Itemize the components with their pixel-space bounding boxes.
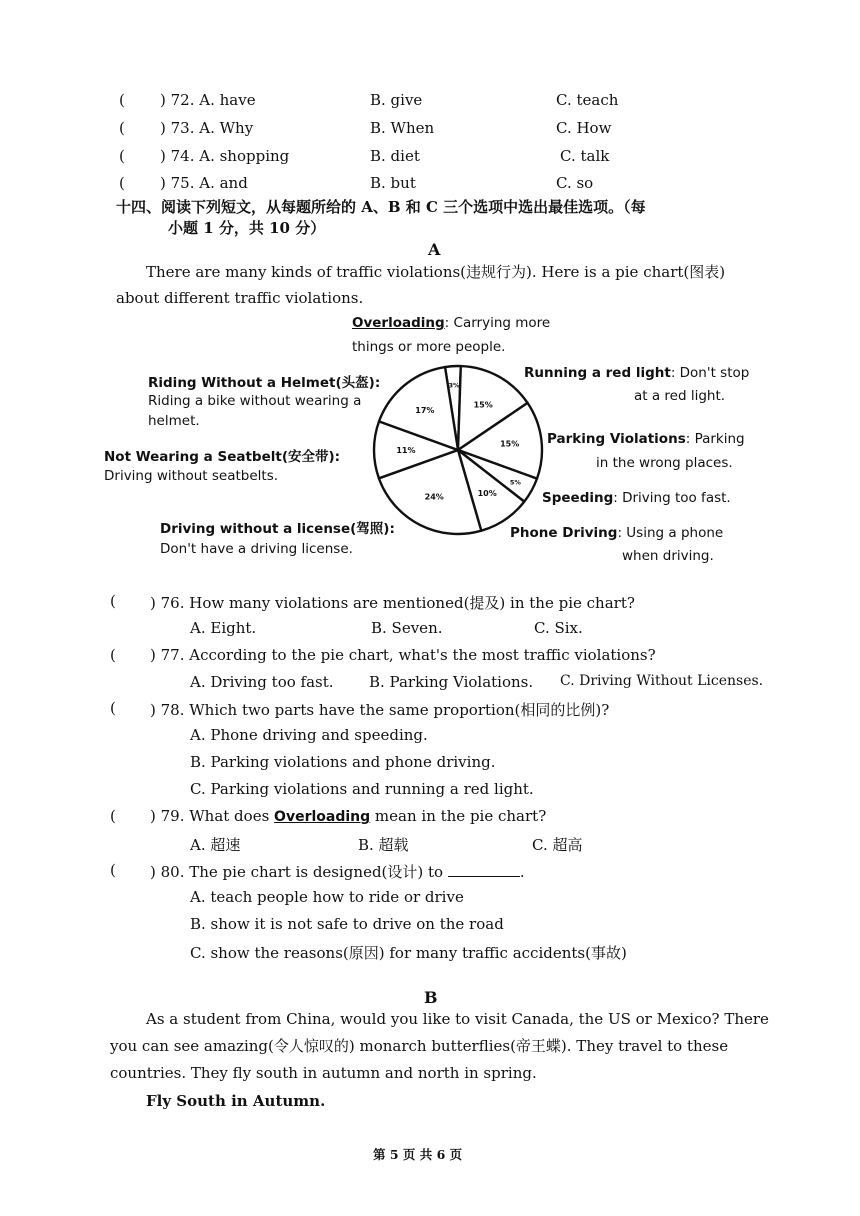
choice-option-b: B. give [370,91,423,109]
choice-option-b: B. diet [370,147,420,165]
passage-b-line2: you can see amazing(令人惊叹的) monarch butterflies(帝王蝶). They travel to these [110,1037,729,1055]
option-a: A. Driving too fast. [190,673,334,691]
passage-b-line3: countries. They fly south in autumn and north in spring. [110,1064,537,1082]
pie-slice-label: 3% [448,381,460,390]
option-b: B. show it is not safe to drive on the road [190,915,504,933]
callout-seatbelt-term: Not Wearing a Seatbelt(安全带) [104,449,335,465]
callout-parking-desc2: in the wrong places. [596,455,733,471]
option-b: B. Seven. [371,619,443,637]
callout-red-light-desc2: at a red light. [634,388,726,404]
option-a: A. 超速 [190,836,241,854]
pie-slice-label: 15% [500,439,520,449]
answer-paren: ( [119,119,125,137]
option-c: C. Parking violations and running a red light. [190,780,534,798]
answer-paren: ( [110,699,116,717]
callout-speeding [542,490,731,506]
pie-slice-label: 5% [509,478,521,487]
callout-phone [510,525,723,541]
question-stem: ) 78. Which two parts have the same proportion(相同的比例)? [150,701,610,719]
pie-slice-label: 17% [415,405,435,415]
answer-paren: ( [110,646,116,664]
pie-chart [366,358,550,542]
question-stem: ) 79. What does Overloading mean in the pie chart? [150,807,547,825]
callout-parking-term: Parking Violations [547,431,686,447]
answer-paren: ( [119,174,125,192]
callout-overloading-desc2: things or more people. [352,339,506,355]
option-c: C. Six. [534,619,583,637]
passage-b-line1: As a student from China, would you like to visit Canada, the US or Mexico? There [146,1010,769,1028]
option-b: B. 超载 [358,836,409,854]
passage-a-intro-line1: There are many kinds of traffic violations(违规行为). Here is a pie chart(图表) [146,263,726,281]
option-a: A. teach people how to ride or drive [190,888,464,906]
callout-parking-desc: : Parking [685,431,745,447]
answer-paren: ( [119,91,125,109]
passage-b-letter: B [424,988,438,1007]
callout-phone-term: Phone Driving [510,525,618,541]
callout-speeding-term: Speeding [542,490,614,506]
choice-question: ) 74. A. shopping [160,147,290,165]
callout-phone-desc2: when driving. [622,548,714,564]
choice-option-c: C. How [556,119,612,137]
callout-seatbelt-desc2: Driving without seatbelts. [104,468,279,484]
option-c: C. Driving Without Licenses. [560,673,764,689]
callout-parking [547,431,745,447]
pie-slice-label: 24% [424,492,444,502]
choice-option-b: B. but [370,174,416,192]
callout-overloading-term: Overloading [352,315,445,331]
option-a: A. Eight. [190,619,257,637]
choice-option-b: B. When [370,119,435,137]
callout-red-light-term: Running a red light [524,365,671,381]
callout-helmet-term: Riding Without a Helmet(头盔) [148,375,375,391]
option-c: C. show the reasons(原因) for many traffic accidents(事故) [190,944,627,962]
section-heading: 十四、阅读下列短文，从每题所给的 A、B 和 C 三个选项中选出最佳选项。（每 [116,198,646,216]
callout-red-light [524,365,749,381]
option-a: A. Phone driving and speeding. [190,726,428,744]
answer-paren: ( [110,861,116,879]
callout-license-term: Driving without a license(驾照) [160,521,390,537]
section-heading-cont: 小题 1 分，共 10 分） [168,219,326,237]
option-c: C. 超高 [532,836,583,854]
question-stem: ) 80. The pie chart is designed(设计) to . [150,863,525,881]
answer-blank [448,862,520,877]
page-footer: 第 5 页 共 6 页 [373,1147,463,1162]
callout-license: Driving without a license(驾照): [160,521,395,537]
callout-phone-desc: : Using a phone [617,525,724,541]
passage-a-intro-line2: about different traffic violations. [116,289,364,307]
pie-slice-label: 10% [477,489,497,499]
option-b: B. Parking Violations. [369,673,534,691]
option-b: B. Parking violations and phone driving. [190,753,496,771]
passage-b-heading: Fly South in Autumn. [146,1092,326,1110]
choice-question: ) 73. A. Why [160,119,254,137]
pie-slice-label: 15% [473,400,493,410]
choice-option-c: C. teach [556,91,619,109]
callout-helmet-desc3: helmet. [148,413,200,429]
question-stem: ) 76. How many violations are mentioned(提及) in the pie chart? [150,594,635,612]
answer-paren: ( [119,147,125,165]
choice-question: ) 75. A. and [160,174,248,192]
question-stem: ) 77. According to the pie chart, what's the most traffic violations? [150,646,656,664]
passage-a-letter: A [428,240,441,259]
choice-option-c: C. so [556,174,594,192]
choice-option-c: C. talk [560,147,610,165]
callout-seatbelt: Not Wearing a Seatbelt(安全带): [104,449,341,465]
callout-overloading [352,315,550,331]
callout-red-light-desc: : Don't stop [670,365,750,381]
choice-question: ) 72. A. have [160,91,256,109]
callout-overloading-desc: : Carrying more [444,315,551,331]
callout-speeding-desc: : Driving too fast. [613,490,731,506]
callout-helmet: Riding Without a Helmet(头盔): [148,375,381,391]
overloading-term: Overloading [274,809,371,825]
callout-license-desc2: Don't have a driving license. [160,541,353,557]
answer-paren: ( [110,807,116,825]
answer-paren: ( [110,592,116,610]
pie-slice-label: 11% [396,445,416,455]
callout-helmet-desc2: Riding a bike without wearing a [148,393,362,409]
